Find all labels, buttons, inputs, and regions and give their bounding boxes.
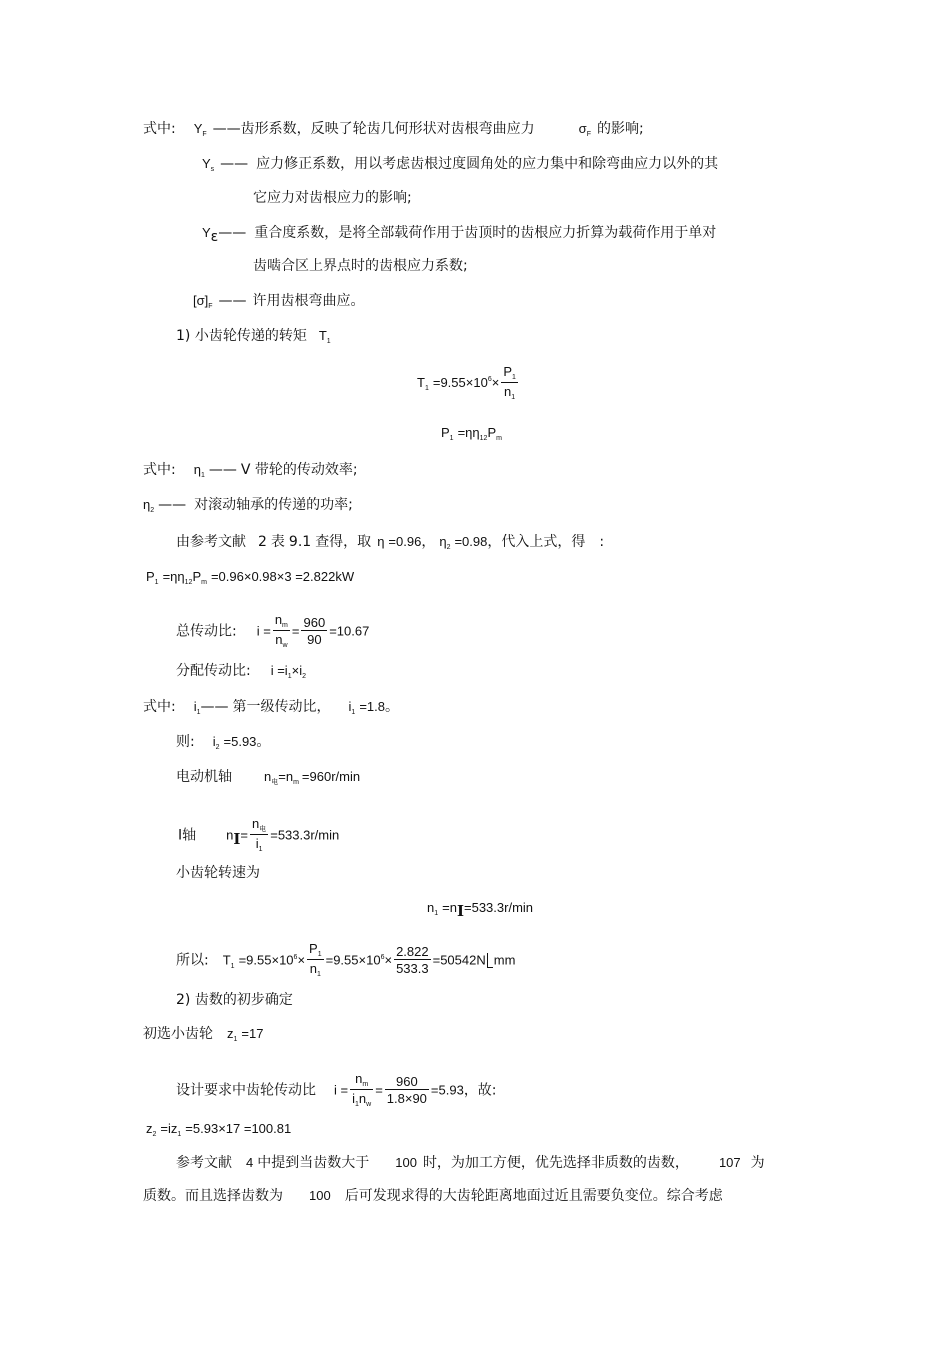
value: =0.98 xyxy=(454,534,488,549)
fraction xyxy=(307,941,324,980)
value: =0.96 xyxy=(388,534,422,549)
number: 100 xyxy=(309,1188,331,1203)
description: 齿形系数，反映了轮齿几何形状对齿根弯曲应力 xyxy=(240,121,535,137)
line-motor-shaft xyxy=(176,768,360,789)
text: 为 xyxy=(750,1155,765,1171)
symbol: Y xyxy=(193,121,203,136)
subscript: 1 xyxy=(317,951,322,958)
symbol: η xyxy=(439,534,447,549)
coefficient: =9.55×10 xyxy=(432,374,488,390)
value: =5.93 xyxy=(430,1082,464,1098)
line-z1 xyxy=(143,1025,263,1046)
numerator: n xyxy=(274,612,283,627)
tail-text: ，故: xyxy=(463,1082,497,1099)
number: 107 xyxy=(718,1155,741,1170)
line-yeps xyxy=(202,224,717,245)
text: 参考文献 xyxy=(176,1155,232,1171)
line-i2 xyxy=(176,733,270,754)
lhs: T xyxy=(417,374,425,390)
description: V 带轮的传动效率; xyxy=(240,462,358,478)
lhs: n xyxy=(427,900,435,915)
colon: : xyxy=(599,534,605,550)
label: 设计要求中齿轮传动比 xyxy=(176,1082,316,1099)
line-sigma-f xyxy=(193,292,365,313)
subscript: I xyxy=(456,902,464,920)
fraction xyxy=(394,944,431,977)
denominator: i xyxy=(352,1091,355,1106)
subscript: w xyxy=(282,642,288,649)
equation-p1 xyxy=(441,424,502,445)
symbol: z xyxy=(227,1026,234,1041)
subscript: 1 xyxy=(511,394,516,401)
lhs: P xyxy=(441,425,450,440)
subscript: s xyxy=(210,166,215,173)
period: 。 xyxy=(384,699,399,715)
label: 分配传动比: xyxy=(176,663,251,679)
subscript: 1 xyxy=(230,962,235,970)
description: 齿啮合区上界点时的齿根应力系数; xyxy=(253,258,468,274)
equals: =n xyxy=(442,900,457,915)
label: 电动机轴 xyxy=(176,769,232,785)
line-distributed-ratio xyxy=(176,662,306,683)
lhs: P xyxy=(146,569,155,584)
fraction xyxy=(501,364,518,403)
value: =533.3r/min xyxy=(464,900,534,915)
dash: —— xyxy=(220,156,249,172)
exponent: 6 xyxy=(487,375,492,383)
numerator: P xyxy=(503,364,512,379)
denominator: n xyxy=(275,632,283,647)
line-pinion-speed-label xyxy=(176,864,260,882)
heading-text: 2) 齿数的初步确定 xyxy=(176,992,293,1008)
exponent: 6 xyxy=(293,953,298,961)
line-torque-result xyxy=(176,941,515,980)
symbol: T xyxy=(318,328,327,343)
times: ×i xyxy=(291,663,303,678)
subscript: 1 xyxy=(154,579,159,586)
numerator: n xyxy=(355,1071,363,1086)
subscript: m xyxy=(282,622,288,629)
denominator: n xyxy=(358,1091,367,1106)
equation-z2 xyxy=(146,1120,291,1141)
coefficient: =9.55×10 xyxy=(325,952,381,968)
subscript: 1 xyxy=(424,384,429,392)
description: 许用齿根弯曲应。 xyxy=(252,293,365,309)
label: 总传动比: xyxy=(176,623,237,640)
dot-operator xyxy=(487,953,493,968)
subscript: 1 xyxy=(479,435,484,442)
fraction xyxy=(385,1074,429,1107)
unit: mm xyxy=(493,952,516,968)
denominator: 90 xyxy=(307,632,322,647)
subscript: 2 xyxy=(483,435,488,442)
symbol: [σ] xyxy=(193,293,209,308)
lhs: n xyxy=(264,769,272,784)
label: 式中: xyxy=(143,462,176,478)
symbol: Y xyxy=(202,225,211,240)
description: 第一级传动比， xyxy=(232,699,331,715)
subscript: 2 xyxy=(215,744,220,751)
number: 4 xyxy=(246,1155,254,1170)
equation-p1-result xyxy=(146,568,354,589)
equals: = xyxy=(240,827,248,843)
subscript: 1 xyxy=(287,673,292,680)
fraction xyxy=(350,1071,373,1110)
line-yeps-cont xyxy=(253,257,468,275)
denominator: n xyxy=(504,384,512,399)
subscript: F xyxy=(208,303,213,310)
subscript: 2 xyxy=(302,673,306,680)
value: =17 xyxy=(241,1026,264,1041)
fraction xyxy=(273,612,290,651)
subscript: 2 xyxy=(152,1131,157,1138)
symbol: η xyxy=(377,534,385,549)
subscript: 1 xyxy=(233,1036,238,1043)
value: =1.8 xyxy=(359,699,385,714)
line-design-ratio xyxy=(176,1071,497,1110)
numerator: 960 xyxy=(385,1074,429,1090)
line-ys xyxy=(202,155,718,176)
equals: =iz xyxy=(160,1121,178,1136)
lhs: T xyxy=(222,952,231,968)
numerator: 960 xyxy=(303,615,326,630)
subscript: 1 xyxy=(316,971,321,978)
dash: —— xyxy=(218,293,247,309)
symbol: Y xyxy=(202,156,211,171)
heading-text: 1) 小齿轮传递的转矩 xyxy=(176,328,307,344)
dash: —— xyxy=(212,121,241,137)
subscript: 电 xyxy=(271,779,279,786)
subscript: w xyxy=(366,1101,372,1108)
description: 对滚动轴承的传递的功率; xyxy=(194,497,353,513)
subscript: 1 xyxy=(326,338,331,345)
subscript: 1 xyxy=(184,579,189,586)
subscript: F xyxy=(202,131,207,138)
denominator: n xyxy=(309,961,317,976)
line-ys-cont xyxy=(253,189,412,207)
rhs: =0.96×0.98×3 =2.822kW xyxy=(210,569,355,584)
coefficient: =9.55×10 xyxy=(238,952,294,968)
lhs: n xyxy=(226,827,234,843)
times: × xyxy=(384,952,393,968)
subscript: 1 xyxy=(449,435,454,442)
equation-t1 xyxy=(417,364,520,403)
eta-product: =ηη xyxy=(162,569,185,584)
value: =5.93 xyxy=(223,734,257,749)
equals: = xyxy=(375,1082,383,1098)
subscript: ε xyxy=(210,229,219,245)
times: × xyxy=(297,952,306,968)
subscript: F xyxy=(586,131,591,138)
numerator: 2.822 xyxy=(396,944,429,959)
label: Ⅰ轴 xyxy=(178,827,197,844)
description: 它应力对齿根应力的影响; xyxy=(253,190,412,206)
sigma-symbol: σ xyxy=(578,121,587,136)
symbol: i xyxy=(193,699,197,714)
value: =50542N xyxy=(432,952,486,968)
line-total-ratio xyxy=(176,612,369,651)
line-shaft-1 xyxy=(178,816,339,855)
symbol: i xyxy=(348,699,352,714)
subscript: 1 xyxy=(354,1101,359,1108)
line-yf xyxy=(143,120,644,141)
subscript: 2 xyxy=(188,579,193,586)
numerator: n xyxy=(252,816,260,831)
subscript: m xyxy=(293,779,299,786)
subscript: m xyxy=(496,435,502,442)
subscript: 2 xyxy=(446,544,451,551)
denominator: i xyxy=(255,836,259,851)
times: × xyxy=(491,374,500,390)
symbol: η xyxy=(193,462,201,477)
denominator: 533.3 xyxy=(396,961,429,976)
description: 重合度系数，是将全部载荷作用于齿顶时的齿根应力折算为载荷作用于单对 xyxy=(254,225,717,241)
denominator: 1.8×90 xyxy=(386,1091,427,1106)
fraction xyxy=(250,816,268,855)
subscript: 电 xyxy=(259,826,267,833)
lhs: i = xyxy=(334,1082,349,1098)
text: 后可发现求得的大齿轮距离地面过近且需要负变位。综合考虑 xyxy=(344,1188,723,1204)
paragraph-line-1 xyxy=(176,1154,765,1172)
text: 时，为加工方便，优先选择非质数的齿数， xyxy=(422,1155,689,1171)
dash: —— xyxy=(218,225,247,241)
pm: P xyxy=(192,569,202,584)
heading-tooth-count xyxy=(176,991,293,1009)
subscript: 2 xyxy=(150,507,155,514)
value: =533.3r/min xyxy=(270,827,340,843)
number: 9.1 xyxy=(288,534,312,550)
lhs: i =i xyxy=(270,663,288,678)
number: 2 xyxy=(258,534,267,550)
text: 中提到当齿数大于 xyxy=(257,1155,370,1171)
value: =5.93×17 =100.81 xyxy=(185,1121,292,1136)
separator: ， xyxy=(421,534,436,550)
period: 。 xyxy=(256,734,271,750)
subscript: 1 xyxy=(200,472,205,479)
label: 式中: xyxy=(143,699,176,715)
subscript: m xyxy=(362,1081,369,1088)
subscript: 1 xyxy=(351,709,356,716)
line-eta1 xyxy=(143,461,358,482)
dash: —— xyxy=(208,462,237,478)
lhs: z xyxy=(146,1121,153,1136)
label: 初选小齿轮 xyxy=(143,1026,213,1042)
symbol: i xyxy=(212,734,216,749)
text: 由参考文献 xyxy=(176,534,246,550)
subscript: 1 xyxy=(258,846,263,853)
tail-text: 的影响; xyxy=(596,121,644,137)
rhs: =10.67 xyxy=(329,623,370,639)
text: 表 xyxy=(270,534,285,550)
text: 质数。而且选择齿数为 xyxy=(143,1188,283,1204)
subscript: 1 xyxy=(177,1131,182,1138)
dash: —— xyxy=(200,699,229,715)
line-eta2 xyxy=(143,496,353,517)
subscript: I xyxy=(233,829,241,848)
label: 所以: xyxy=(176,952,209,969)
symbol: η xyxy=(143,497,151,512)
text: ，代入上式，得 xyxy=(487,534,586,550)
subscript: 1 xyxy=(196,709,201,716)
number: 100 xyxy=(395,1155,417,1170)
pm: P xyxy=(487,425,497,440)
numerator: P xyxy=(309,941,318,956)
subscript: 1 xyxy=(434,910,439,917)
subscript: 1 xyxy=(511,374,516,381)
paragraph-line-2 xyxy=(143,1187,723,1205)
lhs: i = xyxy=(256,623,271,639)
dash: —— xyxy=(158,497,187,513)
exponent: 6 xyxy=(380,953,385,961)
description: 应力修正系数，用以考虑齿根过度圆角处的应力集中和除弯曲应力以外的其 xyxy=(256,156,719,172)
value: =960r/min xyxy=(301,769,361,784)
heading-torque xyxy=(176,327,331,348)
line-reference-2 xyxy=(176,533,604,554)
eta-product: =ηη xyxy=(457,425,480,440)
line-i1 xyxy=(143,698,399,719)
label: 式中: xyxy=(143,121,176,137)
text: 查得，取 xyxy=(315,534,372,550)
equation-n1 xyxy=(427,898,533,920)
label: 小齿轮转速为 xyxy=(176,865,260,881)
fraction xyxy=(301,615,327,648)
label: 则: xyxy=(176,734,195,750)
equals: =n xyxy=(278,769,294,784)
subscript: m xyxy=(201,579,207,586)
equals: = xyxy=(291,623,300,639)
